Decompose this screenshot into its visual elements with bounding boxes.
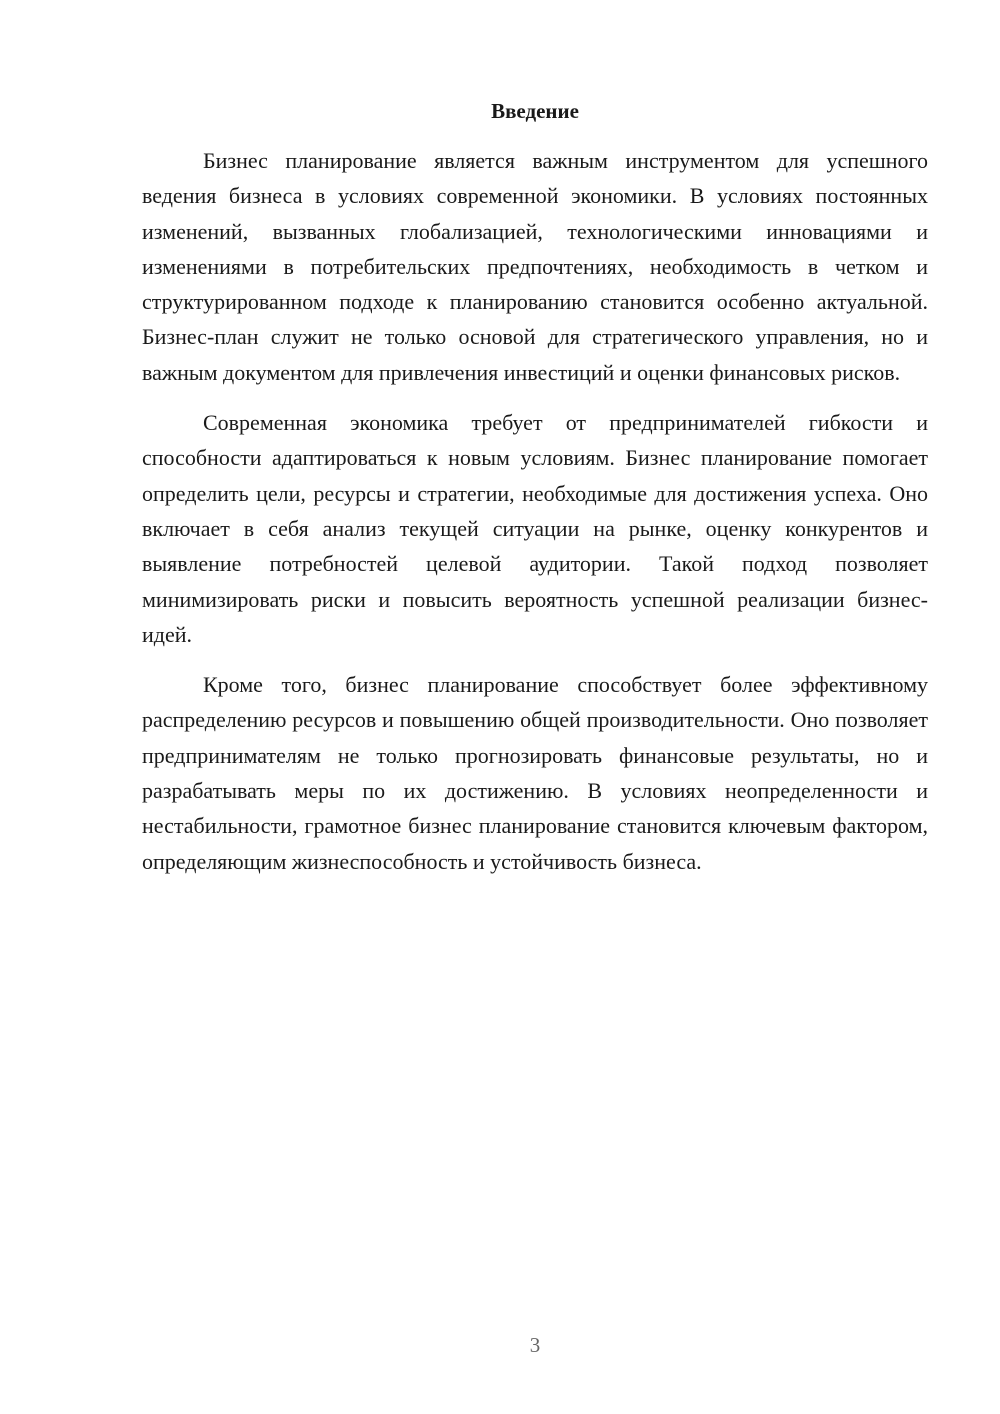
paragraph-1: Бизнес планирование является важным инструментом для успешного ведения бизнеса в условиях современной экономики. В условиях постоянных изменений, вызванных глобализацией, технологическими инновациями и изменениями в потребительских предпочтениях, необходимость в четком и структурированном подходе к планированию становится особенно актуальной. Бизнес-план служит не только основой для стратегического управления, но и важным документом для привлечения инвестиций и оценки финансовых рисков. (142, 148, 928, 385)
section-heading: Введение (491, 99, 579, 123)
page-number: 3 (529, 1333, 541, 1357)
paragraph-2: Современная экономика требует от предпринимателей гибкости и способности адаптироваться к новым условиям. Бизнес планирование помогает определить цели, ресурсы и стратегии, необходимые для достижения успеха. Оно включает в себя анализ текущей ситуации на рынке, оценку конкурентов и выявление потребностей целевой аудитории. Такой подход позволяет минимизировать риски и повысить вероятность успешной реализации бизнес-идей. (142, 410, 928, 647)
paragraph-3: Кроме того, бизнес планирование способствует более эффективному распределению ресурсов и повышению общей производительности. Оно позволяет предпринимателям не только прогнозировать финансовые результаты, но и разрабатывать меры по их достижению. В условиях неопределенности и нестабильности, грамотное бизнес планирование становится ключевым фактором, определяющим жизнеспособность и устойчивость бизнеса. (142, 672, 928, 874)
body-text (142, 143, 928, 894)
